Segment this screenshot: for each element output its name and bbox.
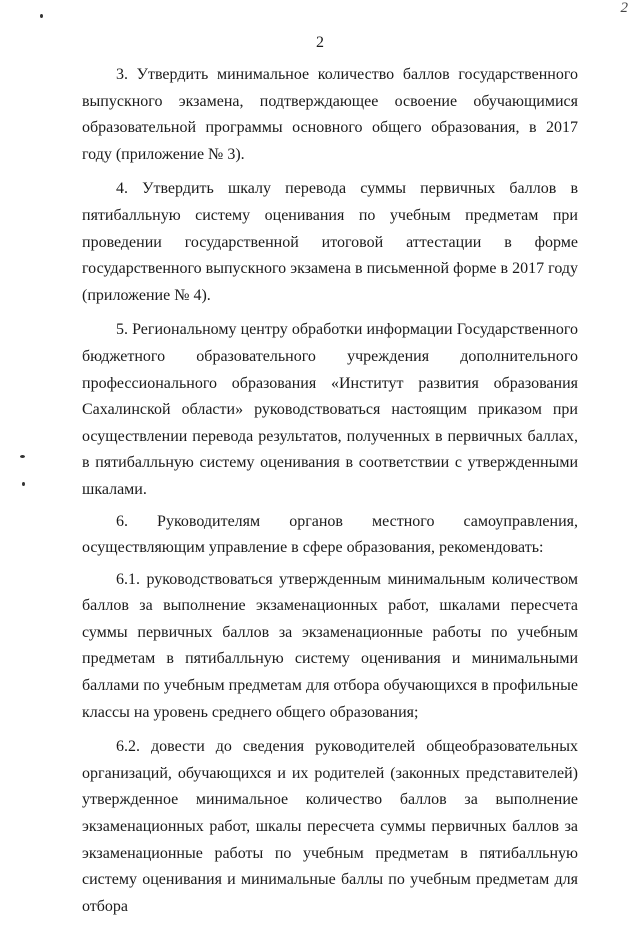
scan-speck <box>20 455 25 458</box>
paragraph-6-2: 6.2. довести до сведения руководителей общеобразовательных организаций, обучающихся и их родителей (законных представителей) утвержденное минимальное количество баллов за выполнение экзаменационных работ, шкалы пересчета суммы первичных баллов за экзаменационные работы по учебным предметам в пятибалльную систему оценивания и минимальные баллы по учебным предметам для отбора <box>82 738 578 915</box>
paragraph-5: 5. Региональному центру обработки информации Государственного бюджетного образовательного учреждения дополнительного профессионального образования «Институт развития образования Сахалинской области» руководствоваться настоящим приказом при осуществлении перевода результатов, полученных в первичных баллах, в пятибалльную систему оценивания в соответствии с утвержденными шкалами. <box>82 321 578 498</box>
document-body <box>82 62 578 928</box>
paragraph-6-1: 6.1. руководствоваться утвержденным минимальным количеством баллов за выполнение экзаменационных работ, шкалами пересчета суммы первичных баллов за экзаменационные работы по учебным предметам в пятибалльную систему оценивания и минимальными баллами по учебным предметам для отбора обучающихся в профильные классы на уровень среднего общего образования; <box>82 570 578 721</box>
page-number: 2 <box>316 34 324 51</box>
handwritten-page-mark: 2 <box>620 0 628 16</box>
paragraph-3: 3. Утвердить минимальное количество баллов государственного выпускного экзамена, подтверждающее освоение обучающимися образовательной программы основного общего образования, в 2017 году (приложение № 3). <box>82 66 578 163</box>
paragraph-4: 4. Утвердить шкалу перевода суммы первичных баллов в пятибалльную систему оценивания по учебным предметам при проведении государственной итоговой аттестации в форме государственного выпускного экзамена в письменной форме в 2017 году (приложение № 4). <box>82 180 578 304</box>
scan-speck <box>40 14 43 18</box>
scan-speck <box>22 482 25 486</box>
paragraph-6: 6. Руководителям органов местного самоуправления, осуществляющим управление в сфере образования, рекомендовать: <box>82 512 578 557</box>
